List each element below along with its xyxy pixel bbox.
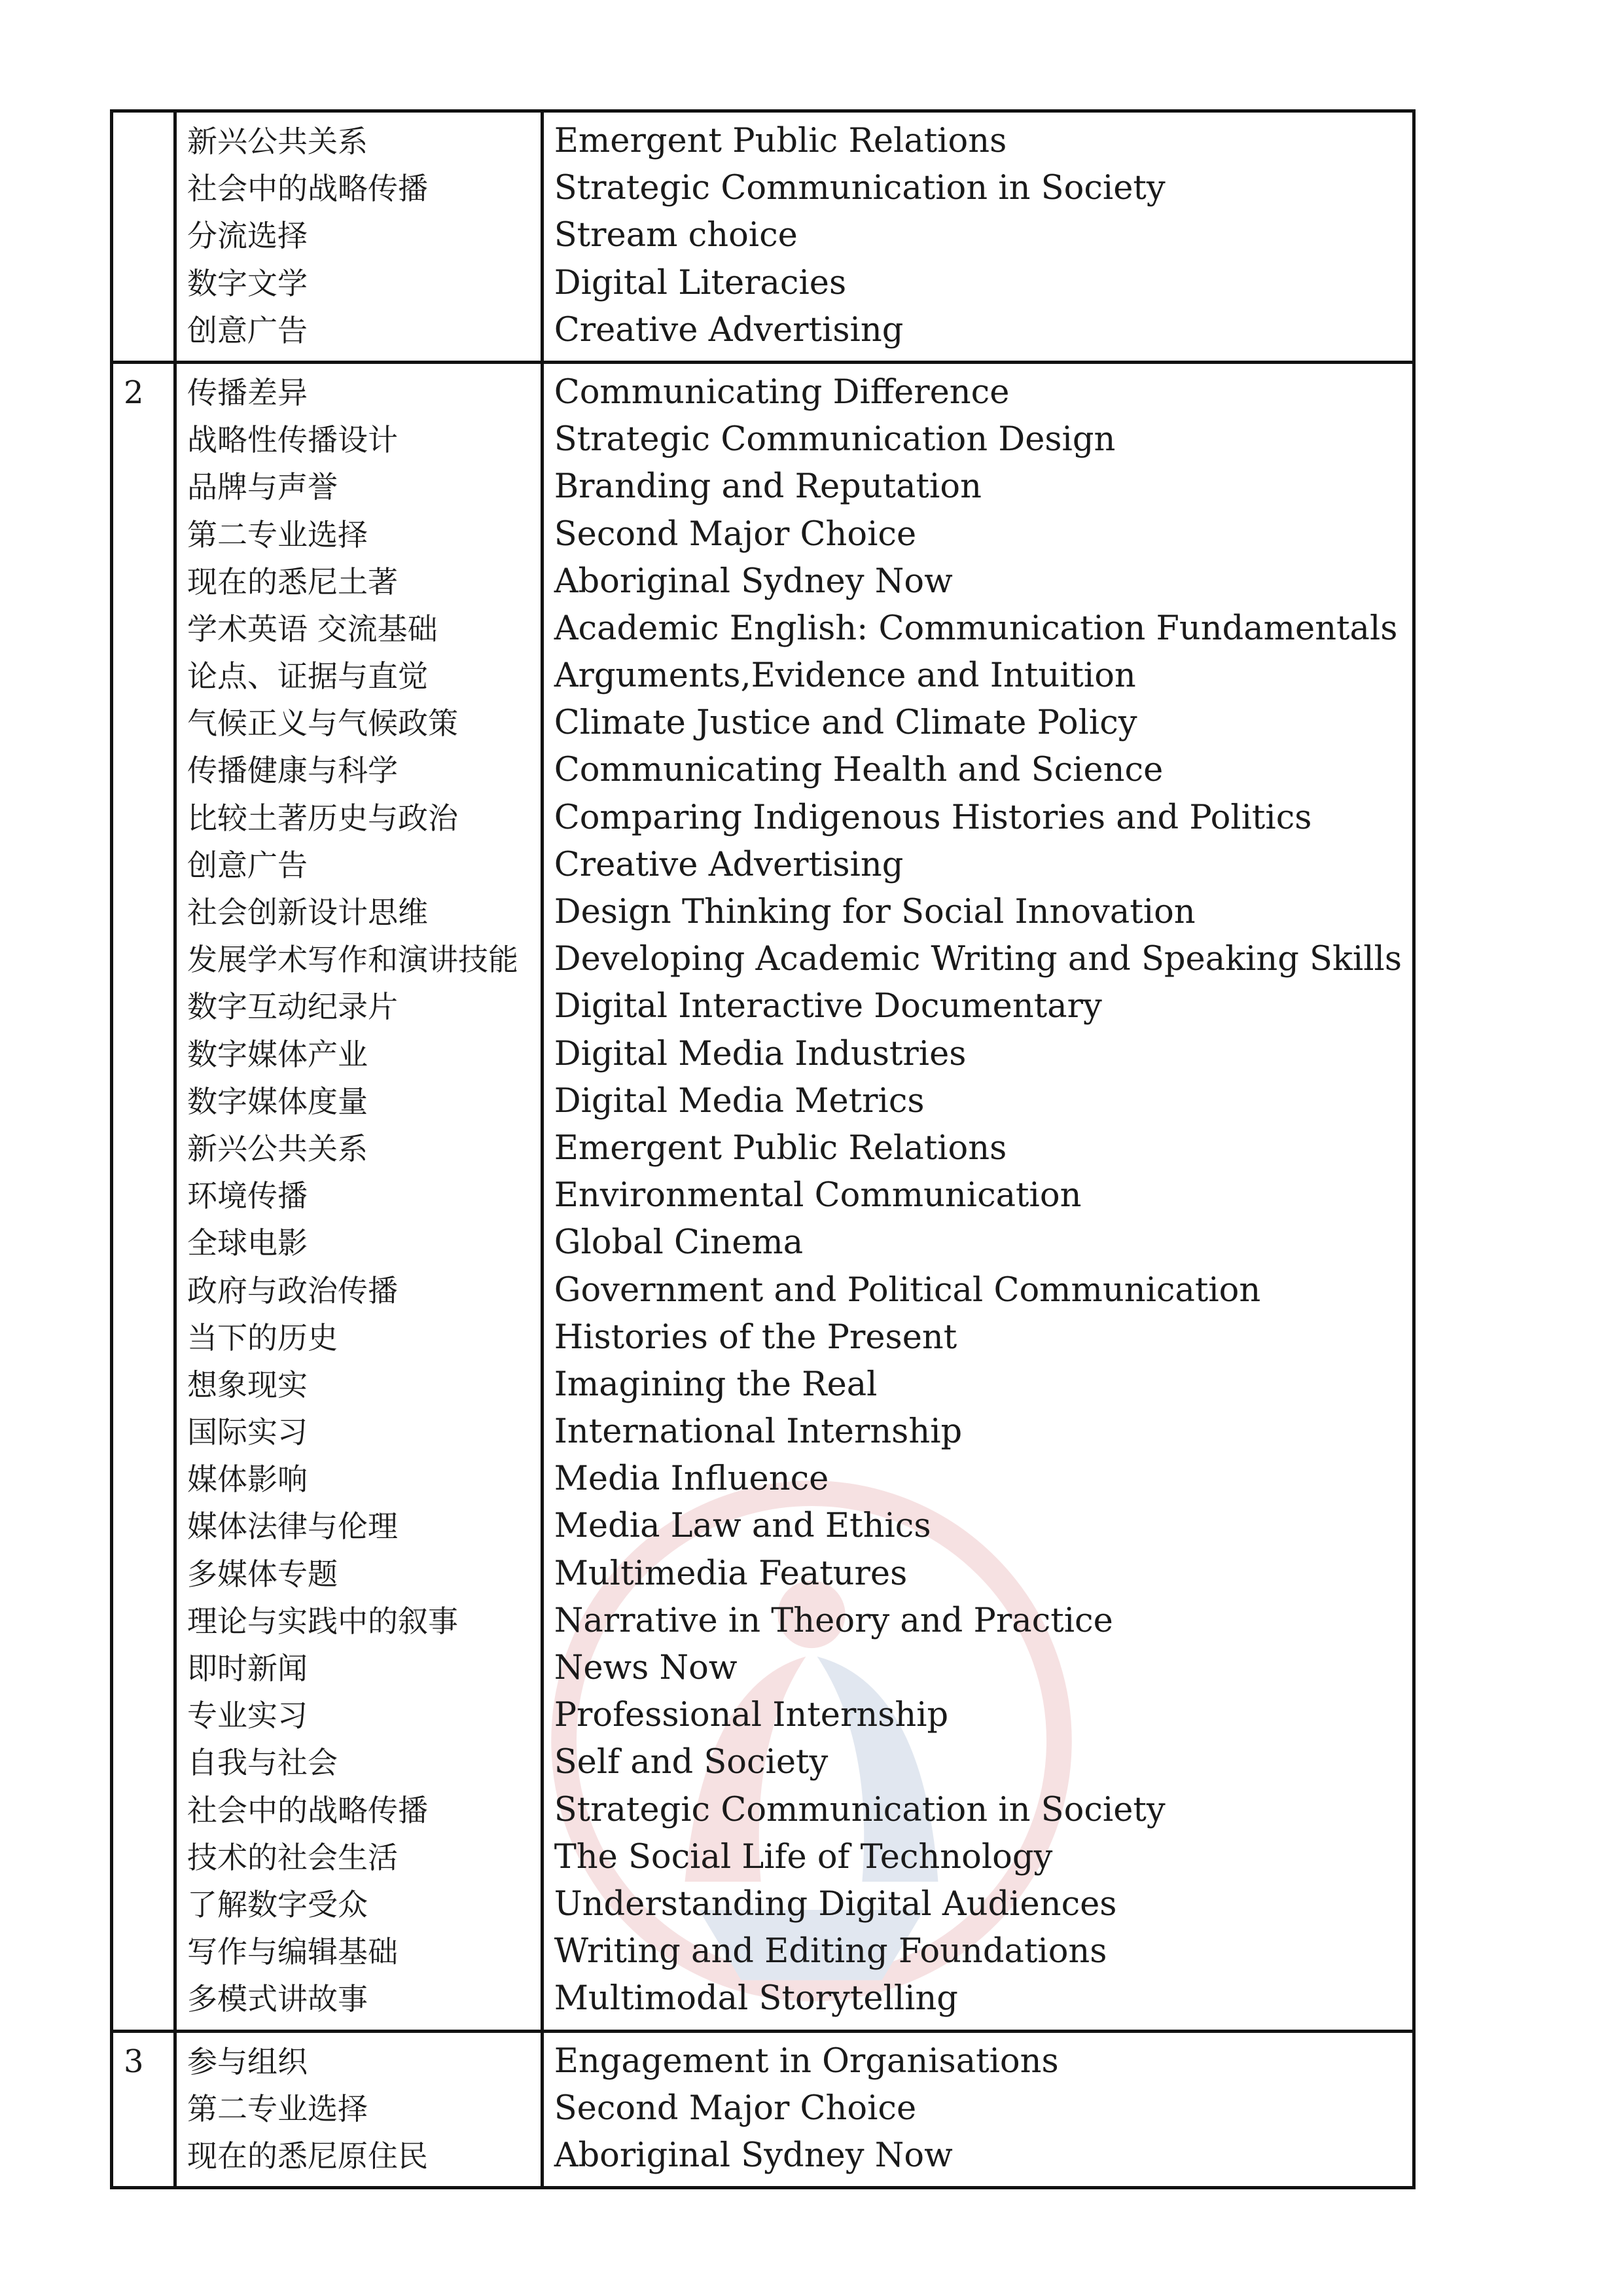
course-name-chinese: 当下的历史 [187,1319,338,1355]
course-name-english: Creative Advertising [554,845,904,884]
course-name-chinese: 传播差异 [187,374,308,410]
chinese-course-cell [175,111,542,363]
course-name-english: Second Major Choice [554,2089,917,2128]
course-name-chinese: 气候正义与气候政策 [187,706,458,742]
course-name-english: Aboriginal Sydney Now [554,562,953,601]
course-name-chinese: 自我与社会 [187,1745,338,1781]
course-name-english: Strategic Communication Design [554,420,1116,459]
course-name-english: Arguments,Evidence and Intuition [554,656,1136,696]
course-name-english: International Internship [554,1412,963,1452]
course-name-english: Digital Media Metrics [554,1081,925,1121]
course-name-chinese: 学术英语 交流基础 [187,611,438,647]
course-name-english: Government and Political Communication [554,1270,1261,1310]
english-course-cell [542,362,1414,2031]
year-cell: 2 [112,362,175,2031]
course-name-chinese: 创意广告 [187,847,308,883]
course-name-chinese: 多媒体专题 [187,1556,338,1592]
course-name-chinese: 比较土著历史与政治 [187,800,458,836]
course-name-chinese: 媒体影响 [187,1462,308,1498]
course-name-english: Creative Advertising [554,310,904,350]
course-name-english: Digital Media Industries [554,1034,967,1073]
course-name-english: Multimodal Storytelling [554,1979,958,2018]
year-row [112,362,1414,2031]
year-row [112,111,1414,363]
course-name-english: Self and Society [554,1743,829,1782]
course-name-chinese: 发展学术写作和演讲技能 [187,942,518,978]
course-name-english: Climate Justice and Climate Policy [554,704,1137,743]
year-cell: 3 [112,2031,175,2188]
course-name-english: Environmental Communication [554,1176,1082,1215]
course-name-chinese: 写作与编辑基础 [187,1934,398,1970]
course-name-chinese: 社会中的战略传播 [187,171,428,207]
course-name-english: Developing Academic Writing and Speaking Skills [554,940,1402,979]
course-name-english: Multimedia Features [554,1554,908,1593]
course-name-english: Strategic Communication in Society [554,169,1166,208]
course-name-chinese: 数字媒体产业 [187,1036,368,1072]
course-name-english: The Social Life of Technology [554,1837,1053,1876]
course-name-chinese: 现在的悉尼原住民 [187,2138,428,2174]
course-name-chinese: 创意广告 [187,312,308,348]
course-name-chinese: 理论与实践中的叙事 [187,1603,458,1639]
course-name-chinese: 即时新闻 [187,1651,308,1686]
course-name-english: Emergent Public Relations [554,122,1007,160]
course-name-english: Imagining the Real [554,1365,878,1404]
course-name-english: Writing and Editing Foundations [554,1932,1107,1971]
course-name-chinese: 分流选择 [187,218,308,254]
course-name-english: Media Law and Ethics [554,1507,931,1546]
course-name-english: Second Major Choice [554,514,917,554]
course-name-chinese: 传播健康与科学 [187,753,398,789]
course-name-chinese: 论点、证据与直觉 [187,658,428,694]
course-name-chinese: 数字互动纪录片 [187,989,398,1025]
course-name-english: Branding and Reputation [554,467,982,507]
course-name-chinese: 社会中的战略传播 [187,1792,428,1828]
course-name-chinese: 参与组织 [187,2043,308,2079]
course-name-chinese: 战略性传播设计 [187,422,398,458]
course-name-english: Digital Literacies [554,263,847,302]
course-name-chinese: 数字媒体度量 [187,1083,368,1119]
course-name-chinese: 技术的社会生活 [187,1839,398,1875]
course-name-english: Communicating Difference [554,372,1010,412]
course-name-chinese: 第二专业选择 [187,2090,368,2126]
course-name-chinese: 了解数字受众 [187,1886,368,1922]
course-name-english: Strategic Communication in Society [554,1790,1166,1829]
course-name-chinese: 数字文学 [187,265,308,301]
course-name-english: Engagement in Organisations [554,2041,1059,2081]
course-name-english: Understanding Digital Audiences [554,1884,1117,1924]
course-name-english: Media Influence [554,1460,829,1499]
chinese-course-cell [175,2031,542,2188]
course-name-english: Professional Internship [554,1696,949,1735]
english-course-cell [542,2031,1414,2188]
course-name-english: Emergent Public Relations [554,1128,1007,1168]
course-name-chinese: 环境传播 [187,1178,308,1214]
course-name-english: Communicating Health and Science [554,751,1164,790]
course-name-english: Academic English: Communication Fundamentals [554,609,1398,648]
course-name-chinese: 媒体法律与伦理 [187,1509,398,1545]
course-name-english: Digital Interactive Documentary [554,987,1102,1026]
course-name-english: Narrative in Theory and Practice [554,1601,1113,1640]
course-name-chinese: 政府与政治传播 [187,1272,398,1308]
course-name-english: Comparing Indigenous Histories and Politics [554,798,1312,837]
course-name-english: Stream choice [554,216,798,255]
english-course-cell [542,111,1414,363]
course-name-chinese: 品牌与声誉 [187,469,338,505]
course-name-chinese: 第二专业选择 [187,516,368,552]
year-cell [112,111,175,363]
course-name-chinese: 多模式讲故事 [187,1981,368,2017]
course-name-chinese: 国际实习 [187,1414,308,1450]
year-row [112,2031,1414,2188]
course-name-chinese: 社会创新设计思维 [187,895,428,930]
chinese-course-cell [175,362,542,2031]
course-table [110,109,1416,2189]
course-name-english: Global Cinema [554,1223,804,1263]
course-name-english: Design Thinking for Social Innovation [554,893,1196,931]
course-name-chinese: 全球电影 [187,1225,308,1261]
course-name-chinese: 新兴公共关系 [187,124,368,159]
course-name-chinese: 专业实习 [187,1698,308,1734]
course-name-english: News Now [554,1649,738,1687]
course-name-english: Histories of the Present [554,1318,957,1357]
course-name-chinese: 现在的悉尼土著 [187,564,398,600]
course-name-chinese: 想象现实 [187,1367,308,1403]
course-name-chinese: 新兴公共关系 [187,1130,368,1166]
course-name-english: Aboriginal Sydney Now [554,2136,953,2175]
